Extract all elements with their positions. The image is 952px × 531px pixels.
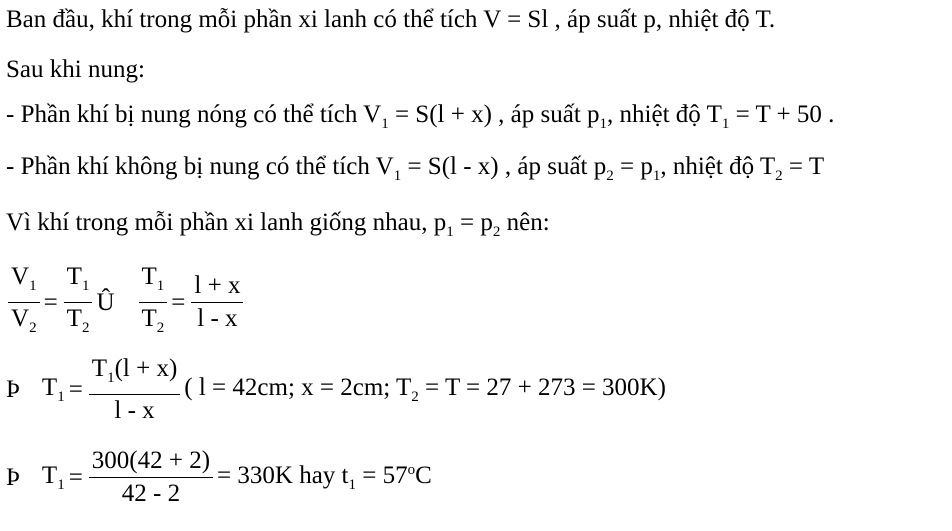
fraction-l-x: $\frac{l + x}{l - x}$ xyxy=(191,272,243,333)
text-line-1: Ban đầu, khí trong mỗi phần xi lanh có thể tích V = Sl , áp suất p, nhiệt độ T. xyxy=(6,6,776,33)
text-line-3: - Phần khí bị nung nóng có thể tích $V_1 = S(l + x)$ , áp suất $p_1$, nhiệt độ $T_1 = T + 50$ . xyxy=(6,101,835,132)
text-line-4: - Phần khí không bị nung có thể tích $V_1 = S(l - x)$ , áp suất $p_2 = p_1$, nhiệt độ $T_2 = T$ xyxy=(6,153,825,184)
equation-t1-formula: Þ $T_1$ = $\frac{T_1(l + x)}{l - x}$ ( l = 42cm; x = 2cm; $T_2 = T = 27 + 273 = 300K$) xyxy=(6,355,666,424)
fraction-t1-formula: $\frac{T_1(l + x)}{l - x}$ xyxy=(89,355,180,425)
fraction-numeric: $\frac{300(42 + 2)}{42 - 2}$ xyxy=(89,447,213,508)
fraction-t1-t2: $\frac{T_1}{T_2}$ xyxy=(64,263,93,342)
equation-ratio: $\frac{V_1}{V_2}$ = $\frac{T_1}{T_2}$ Û $\frac{T_1}{T_2}$ = $\frac{l + x}{l - x}$ xyxy=(6,263,247,342)
fraction-v1-v2: $\frac{V_1}{V_2}$ xyxy=(8,263,40,342)
fraction-t1-t2-b: $\frac{T_1}{T_2}$ xyxy=(139,263,168,342)
text-line-2: Sau khi nung: xyxy=(6,56,145,83)
text-line-5: Vì khí trong mỗi phần xi lanh giống nhau, $p_1 = p_2$ nên: xyxy=(6,209,550,240)
equation-t1-result: Þ $T_1$ = $\frac{300(42 + 2)}{42 - 2}$ = 330K hay $t_1 = 57^oC$ xyxy=(6,447,432,507)
